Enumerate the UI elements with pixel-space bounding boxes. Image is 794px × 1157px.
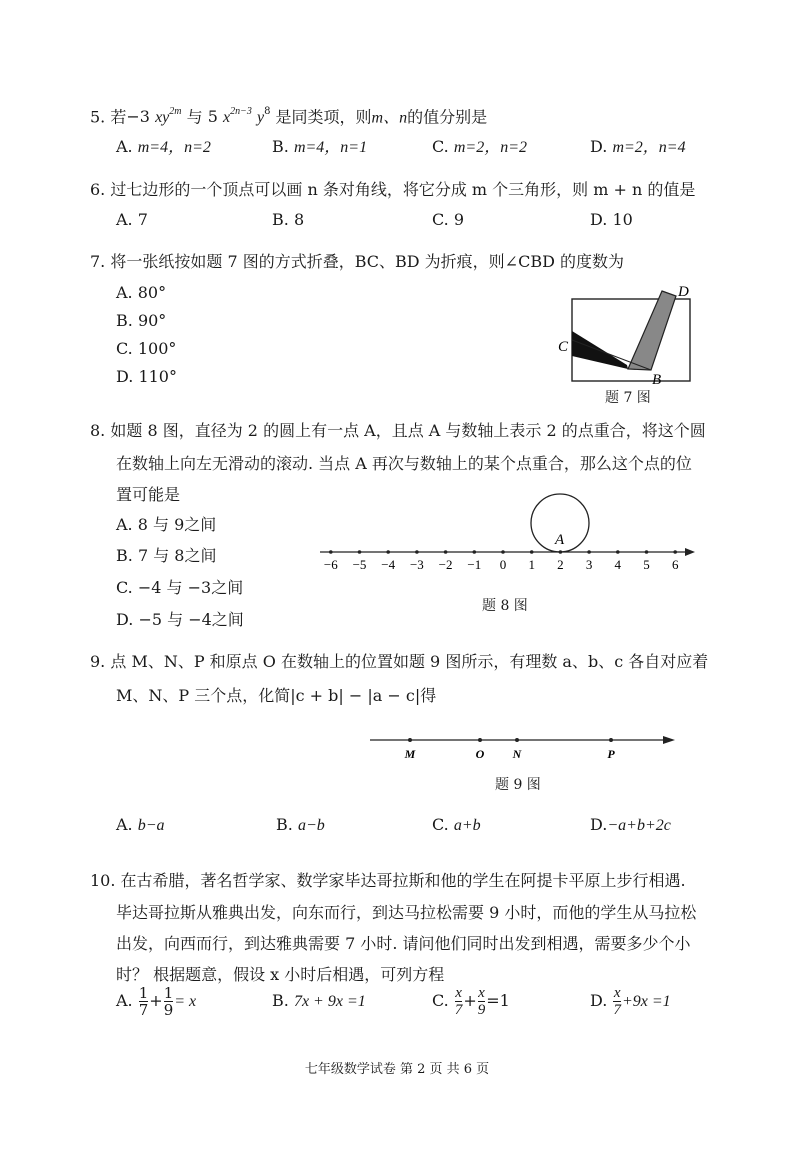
question-10-stem-line-3: 出发，向西而行，到达雅典需要 7 小时. 请问他们同时出发到相遇，需要多少个小 bbox=[116, 934, 691, 953]
option-6c: C. 9 bbox=[432, 210, 465, 229]
option-8c: C. −4 与 −3之间 bbox=[116, 578, 244, 597]
tick-label: 5 bbox=[643, 557, 650, 572]
tick-mark bbox=[386, 550, 390, 554]
option-6d: D. 10 bbox=[590, 210, 633, 229]
tick-mark bbox=[616, 550, 620, 554]
option-5c: C. m=2，n=2 bbox=[432, 137, 528, 156]
tick-mark bbox=[415, 550, 419, 554]
option-9c: C. a+b bbox=[432, 815, 481, 834]
figure-9 bbox=[365, 728, 680, 763]
number-line-arrow-icon bbox=[663, 736, 675, 744]
tick-mark bbox=[501, 550, 505, 554]
option-9d: D.−a+b+2c bbox=[590, 815, 671, 834]
option-7a: A. 80° bbox=[116, 283, 167, 302]
option-8a: A. 8 与 9之间 bbox=[116, 515, 217, 534]
label-c: C bbox=[558, 339, 569, 355]
option-7d: D. 110° bbox=[116, 367, 177, 386]
question-8-stem-line-2: 在数轴上向左无滑动的滚动. 当点 A 再次与数轴上的某个点重合，那么这个点的位 bbox=[116, 454, 692, 473]
option-10d: D. $\frac{x}{7}$ +9x =1 bbox=[590, 985, 671, 1018]
option-6b: B. 8 bbox=[272, 210, 305, 229]
option-8b: B. 7 与 8之间 bbox=[116, 546, 217, 565]
tick-label: 3 bbox=[585, 557, 593, 572]
option-8d: D. −5 与 −4之间 bbox=[116, 610, 244, 629]
option-6a: A. 7 bbox=[116, 210, 148, 229]
question-9-stem-line-1: 9. 点 M、N、P 和原点 O 在数轴上的位置如题 9 图所示，有理数 a、b、c 各自对应着 bbox=[90, 652, 709, 671]
option-5b: B. m=4，n=1 bbox=[272, 137, 368, 156]
point-p bbox=[609, 738, 613, 742]
point-label-p: P bbox=[607, 747, 615, 761]
point-n bbox=[515, 738, 519, 742]
term-2: 5 $x^{2n-3}$ $y^8$ bbox=[207, 106, 271, 127]
question-8-stem-line-3: 置可能是 bbox=[116, 485, 181, 504]
tick-label: −3 bbox=[409, 557, 424, 572]
figure-7-caption: 题 7 图 bbox=[605, 390, 651, 406]
question-6-stem: 6. 过七边形的一个顶点可以画 n 条对角线，将它分成 m 个三角形，则 m + n 的值是 bbox=[90, 180, 696, 199]
point-o bbox=[478, 738, 482, 742]
point-label-n: N bbox=[512, 747, 522, 761]
question-10-stem-line-1: 10. 在古希腊，著名哲学家、数学家毕达哥拉斯和他的学生在阿提卡平原上步行相遇. bbox=[90, 871, 686, 890]
point-label-m: M bbox=[404, 747, 416, 761]
fold-flap-left bbox=[572, 331, 628, 369]
tick-mark bbox=[645, 550, 649, 554]
point-m bbox=[408, 738, 412, 742]
tick-mark bbox=[559, 550, 563, 554]
tick-label: 1 bbox=[528, 557, 535, 572]
question-5-stem: 5. 若−3 $xy^{2m}$ 与 5 $x^{2n-3}$ $y^8$ 是同类项，则m、n的值分别是 bbox=[90, 106, 488, 127]
figure-8-caption: 题 8 图 bbox=[482, 598, 528, 614]
tick-mark bbox=[673, 550, 677, 554]
tick-mark bbox=[329, 550, 333, 554]
point-a-label: A bbox=[555, 532, 565, 548]
option-9b: B. a−b bbox=[276, 815, 325, 834]
option-9a: A. b−a bbox=[116, 815, 165, 834]
tick-mark bbox=[444, 550, 448, 554]
option-10b: B. 7x + 9x =1 bbox=[272, 991, 366, 1010]
fold-flap-right bbox=[628, 291, 676, 370]
tick-label: 2 bbox=[557, 557, 564, 572]
figure-8 bbox=[315, 492, 700, 577]
question-9-stem-line-2: M、N、P 三个点，化简|c + b| − |a − c|得 bbox=[116, 686, 437, 705]
option-10a: A. $\frac{1}{7}$ + $\frac{1}{9}$ = x bbox=[116, 984, 197, 1019]
label-b: B bbox=[652, 372, 662, 388]
option-5a: A. m=4，n=2 bbox=[116, 137, 211, 156]
point-label-o: O bbox=[475, 747, 485, 761]
tick-label: −6 bbox=[323, 557, 338, 572]
tick-mark bbox=[530, 550, 534, 554]
tick-label: 4 bbox=[614, 557, 622, 572]
option-10c: C. $\frac{x}{7}$ + $\frac{x}{9}$ =1 bbox=[432, 985, 510, 1018]
figure-9-caption: 题 9 图 bbox=[495, 777, 541, 793]
tick-mark bbox=[473, 550, 477, 554]
option-7c: C. 100° bbox=[116, 339, 177, 358]
tick-mark bbox=[358, 550, 362, 554]
page-footer: 七年级数学试卷 第 2 页 共 6 页 bbox=[304, 1062, 490, 1077]
label-d: D bbox=[678, 284, 689, 300]
tick-label: −5 bbox=[352, 557, 367, 572]
tick-mark bbox=[587, 550, 591, 554]
tick-label: −2 bbox=[438, 557, 453, 572]
question-10-stem-line-2: 毕达哥拉斯从雅典出发，向东而行，到达马拉松需要 9 小时，而他的学生从马拉松 bbox=[116, 903, 697, 922]
tick-label: 6 bbox=[671, 557, 679, 572]
number-line-arrow-icon bbox=[685, 548, 695, 556]
question-8-stem-line-1: 8. 如题 8 图，直径为 2 的圆上有一点 A，且点 A 与数轴上表示 2 的点重合，将这个圆 bbox=[90, 421, 706, 440]
option-5d: D. m=2，n=4 bbox=[590, 137, 686, 156]
question-7-stem: 7. 将一张纸按如题 7 图的方式折叠，BC、BD 为折痕，则∠CBD 的度数为 bbox=[90, 252, 625, 271]
question-10-stem-line-4: 时？ 根据题意，假设 x 小时后相遇，可列方程 bbox=[116, 965, 445, 984]
term-1: −3 $xy^{2m}$ bbox=[126, 106, 182, 127]
tick-label: −1 bbox=[467, 557, 482, 572]
tick-label: 0 bbox=[499, 557, 507, 572]
option-7b: B. 90° bbox=[116, 311, 167, 330]
tick-label: −4 bbox=[381, 557, 396, 572]
